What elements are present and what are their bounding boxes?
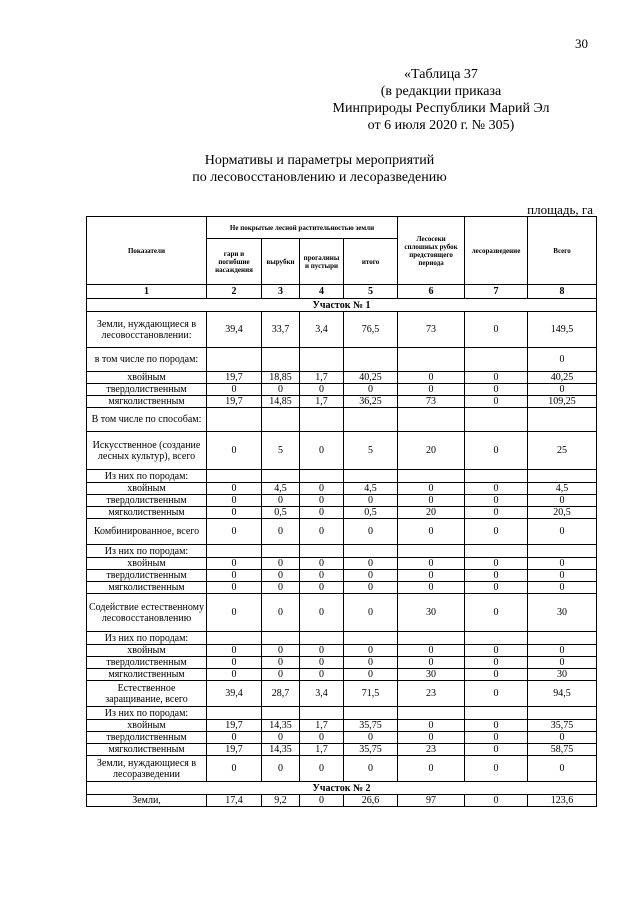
- row-value: 5: [262, 432, 300, 470]
- row-value: 0: [300, 756, 344, 782]
- row-value: 0: [207, 483, 262, 495]
- row-value: [207, 632, 262, 645]
- row-value: 0: [300, 795, 344, 807]
- row-value: 73: [398, 312, 465, 348]
- row-value: 0: [465, 594, 528, 632]
- row-value: 0: [398, 657, 465, 669]
- row-value: 28,7: [262, 681, 300, 707]
- row-value: 1,7: [300, 396, 344, 408]
- row-value: [300, 348, 344, 372]
- row-value: 0: [207, 669, 262, 681]
- row-value: 35,75: [344, 720, 398, 732]
- row-value: 40,25: [344, 372, 398, 384]
- row-value: 4,5: [528, 483, 597, 495]
- row-value: 0: [465, 756, 528, 782]
- row-value: [398, 470, 465, 483]
- row-label: твердолиственным: [87, 657, 207, 669]
- row-value: 25: [528, 432, 597, 470]
- row-value: 0: [528, 756, 597, 782]
- row-label: твердолиственным: [87, 732, 207, 744]
- table-row: [87, 732, 597, 744]
- row-value: [398, 707, 465, 720]
- column-number: 8: [528, 285, 597, 299]
- row-value: [398, 632, 465, 645]
- row-label: мягколиственным: [87, 669, 207, 681]
- row-value: 0: [300, 432, 344, 470]
- row-value: 94,5: [528, 681, 597, 707]
- row-label: хвойным: [87, 483, 207, 495]
- section-title: Участок № 2: [87, 782, 597, 795]
- row-label: хвойным: [87, 720, 207, 732]
- reference-line: от 6 июля 2020 г. № 305): [367, 118, 515, 133]
- row-value: 0: [207, 732, 262, 744]
- row-value: 0: [465, 681, 528, 707]
- row-value: 0: [207, 432, 262, 470]
- row-value: 0: [300, 384, 344, 396]
- row-value: [207, 545, 262, 558]
- row-value: 35,75: [528, 720, 597, 732]
- row-value: 0: [207, 657, 262, 669]
- row-value: 0: [344, 582, 398, 594]
- table-row: [87, 507, 597, 519]
- row-value: 0: [300, 645, 344, 657]
- row-value: 0: [528, 570, 597, 582]
- row-label: Земли, нуждающиеся в лесовосстановлении:: [87, 312, 207, 348]
- row-label: твердолиственным: [87, 570, 207, 582]
- norms-table: [86, 216, 597, 807]
- row-value: 1,7: [300, 720, 344, 732]
- row-value: [465, 348, 528, 372]
- row-value: 18,85: [262, 372, 300, 384]
- row-value: 39,4: [207, 312, 262, 348]
- row-value: 14,35: [262, 744, 300, 756]
- row-value: 0: [528, 645, 597, 657]
- row-value: 71,5: [344, 681, 398, 707]
- row-value: 0: [528, 732, 597, 744]
- row-value: 0: [398, 519, 465, 545]
- row-label: твердолиственным: [87, 384, 207, 396]
- column-number: 5: [344, 285, 398, 299]
- row-label: хвойным: [87, 645, 207, 657]
- table-row: [87, 545, 597, 558]
- row-value: [528, 470, 597, 483]
- row-value: 0: [465, 507, 528, 519]
- row-value: 26,6: [344, 795, 398, 807]
- row-value: 0: [528, 519, 597, 545]
- row-value: [300, 408, 344, 432]
- row-value: 0: [300, 732, 344, 744]
- row-value: 0: [398, 732, 465, 744]
- row-value: 0: [465, 720, 528, 732]
- reference-line: (в редакции приказа: [380, 84, 502, 99]
- row-value: 0: [300, 495, 344, 507]
- row-value: 30: [528, 594, 597, 632]
- row-value: [528, 545, 597, 558]
- row-value: 23: [398, 744, 465, 756]
- row-label: в том числе по породам:: [87, 348, 207, 372]
- table-row: [87, 720, 597, 732]
- row-value: 17,4: [207, 795, 262, 807]
- row-value: 0: [300, 582, 344, 594]
- row-value: 97: [398, 795, 465, 807]
- reference-line: Минприроды Республики Марий Эл: [332, 101, 550, 116]
- row-value: 0: [465, 312, 528, 348]
- row-label: мягколиственным: [87, 507, 207, 519]
- row-value: 14,35: [262, 720, 300, 732]
- row-value: [398, 545, 465, 558]
- row-value: 0: [344, 558, 398, 570]
- row-value: 0: [344, 669, 398, 681]
- row-value: 5: [344, 432, 398, 470]
- row-value: 0: [398, 384, 465, 396]
- row-value: [528, 408, 597, 432]
- row-value: 0: [262, 384, 300, 396]
- row-value: 0: [207, 570, 262, 582]
- row-value: 1,7: [300, 744, 344, 756]
- row-label: Естественное заращивание, всего: [87, 681, 207, 707]
- row-value: 0: [465, 570, 528, 582]
- row-value: [465, 545, 528, 558]
- row-value: 0: [465, 582, 528, 594]
- row-value: 0: [300, 594, 344, 632]
- row-value: 0: [207, 384, 262, 396]
- row-value: [207, 408, 262, 432]
- row-value: [262, 408, 300, 432]
- row-value: 0: [262, 570, 300, 582]
- row-label: В том числе по способам:: [87, 408, 207, 432]
- table-row: [87, 483, 597, 495]
- row-label: мягколиственным: [87, 744, 207, 756]
- row-value: 0: [398, 558, 465, 570]
- row-value: 76,5: [344, 312, 398, 348]
- table-row: [87, 432, 597, 470]
- row-value: 109,25: [528, 396, 597, 408]
- header-glades: прогалины и пустыри: [300, 239, 344, 285]
- column-number: 2: [207, 285, 262, 299]
- row-value: [207, 470, 262, 483]
- table-reference: [291, 66, 591, 134]
- row-value: 30: [528, 669, 597, 681]
- section-title: Участок № 1: [87, 299, 597, 312]
- row-value: 0: [398, 483, 465, 495]
- row-value: 0: [262, 732, 300, 744]
- row-value: 58,75: [528, 744, 597, 756]
- row-value: 0: [300, 657, 344, 669]
- row-value: 0: [344, 495, 398, 507]
- row-label: мягколиственным: [87, 396, 207, 408]
- row-value: 36,25: [344, 396, 398, 408]
- table-row: [87, 795, 597, 807]
- row-value: 0: [262, 645, 300, 657]
- table-row: [87, 707, 597, 720]
- row-value: 0: [398, 756, 465, 782]
- table-row: [87, 348, 597, 372]
- row-value: 4,5: [344, 483, 398, 495]
- row-value: [398, 348, 465, 372]
- document-title: [0, 152, 639, 186]
- row-value: [300, 707, 344, 720]
- row-value: 1,7: [300, 372, 344, 384]
- row-value: 0,5: [344, 507, 398, 519]
- row-value: 0: [262, 558, 300, 570]
- table-row: [87, 744, 597, 756]
- row-value: 123,6: [528, 795, 597, 807]
- row-value: 0: [262, 582, 300, 594]
- header-afforestation: лесоразведение: [465, 217, 528, 285]
- row-value: 0: [528, 495, 597, 507]
- table-row: [87, 408, 597, 432]
- header-burned: гари и погибшие насаждения: [207, 239, 262, 285]
- row-value: [262, 348, 300, 372]
- table-body: [87, 299, 597, 807]
- table-row: [87, 594, 597, 632]
- table-row: [87, 519, 597, 545]
- row-value: 0: [465, 372, 528, 384]
- row-value: 0: [344, 756, 398, 782]
- row-value: 0: [465, 645, 528, 657]
- row-value: 0: [262, 657, 300, 669]
- row-value: 0: [207, 582, 262, 594]
- row-value: 0: [528, 657, 597, 669]
- row-value: 20,5: [528, 507, 597, 519]
- row-label: Земли,: [87, 795, 207, 807]
- table-row: [87, 756, 597, 782]
- row-value: [262, 632, 300, 645]
- row-value: 30: [398, 594, 465, 632]
- header-total: Всего: [528, 217, 597, 285]
- row-value: 0: [398, 720, 465, 732]
- row-value: [465, 408, 528, 432]
- row-label: Земли, нуждающиеся в лесоразведении: [87, 756, 207, 782]
- column-number: 4: [300, 285, 344, 299]
- row-value: 0: [398, 582, 465, 594]
- row-value: 0: [262, 756, 300, 782]
- row-value: 0: [300, 570, 344, 582]
- row-value: 0: [465, 396, 528, 408]
- section-row: [87, 299, 597, 312]
- row-label: твердолиственным: [87, 495, 207, 507]
- row-label: хвойным: [87, 558, 207, 570]
- row-value: 0: [465, 744, 528, 756]
- header-subtotal: итого: [344, 239, 398, 285]
- row-value: [344, 470, 398, 483]
- row-value: 0: [300, 483, 344, 495]
- row-label: Искусственное (создание лесных культур), всего: [87, 432, 207, 470]
- row-value: 0: [465, 519, 528, 545]
- row-value: 73: [398, 396, 465, 408]
- row-value: 9,2: [262, 795, 300, 807]
- column-number: 3: [262, 285, 300, 299]
- table-row: [87, 470, 597, 483]
- row-label: Содействие естественному лесовосстановлению: [87, 594, 207, 632]
- row-value: [465, 470, 528, 483]
- row-value: 0: [344, 657, 398, 669]
- table-row: [87, 657, 597, 669]
- row-value: 0: [344, 732, 398, 744]
- row-value: [300, 632, 344, 645]
- row-value: 0: [398, 570, 465, 582]
- row-value: 23: [398, 681, 465, 707]
- row-value: 0: [465, 669, 528, 681]
- table-row: [87, 396, 597, 408]
- column-number: 6: [398, 285, 465, 299]
- row-label: Из них по породам:: [87, 545, 207, 558]
- row-value: 3,4: [300, 312, 344, 348]
- row-value: 0: [465, 558, 528, 570]
- row-value: [262, 470, 300, 483]
- row-value: 0: [207, 645, 262, 657]
- row-value: 3,4: [300, 681, 344, 707]
- row-value: [528, 632, 597, 645]
- row-value: [398, 408, 465, 432]
- row-value: 0: [465, 732, 528, 744]
- row-value: 0: [207, 594, 262, 632]
- row-value: 0: [262, 519, 300, 545]
- header-indicator: Показатели: [87, 217, 207, 285]
- row-value: 19,7: [207, 372, 262, 384]
- row-value: 0: [207, 558, 262, 570]
- row-value: 0: [398, 645, 465, 657]
- row-value: 0: [207, 756, 262, 782]
- unit-label: площадь, га: [527, 202, 593, 217]
- row-value: 30: [398, 669, 465, 681]
- table-row: [87, 645, 597, 657]
- row-value: 0,5: [262, 507, 300, 519]
- table-row: [87, 570, 597, 582]
- row-value: 0: [465, 795, 528, 807]
- table-row: [87, 372, 597, 384]
- row-label: Из них по породам:: [87, 707, 207, 720]
- row-value: [344, 348, 398, 372]
- row-value: [344, 707, 398, 720]
- row-value: 0: [300, 669, 344, 681]
- row-value: 0: [344, 519, 398, 545]
- row-value: 0: [528, 558, 597, 570]
- row-value: 20: [398, 507, 465, 519]
- row-label: Из них по породам:: [87, 470, 207, 483]
- row-value: 0: [528, 348, 597, 372]
- row-value: 0: [344, 570, 398, 582]
- row-value: [344, 408, 398, 432]
- row-value: [344, 632, 398, 645]
- row-value: [207, 707, 262, 720]
- reference-line: «Таблица 37: [404, 67, 478, 82]
- row-value: 0: [344, 594, 398, 632]
- row-value: 0: [262, 594, 300, 632]
- row-value: 0: [300, 519, 344, 545]
- row-value: 19,7: [207, 396, 262, 408]
- row-label: хвойным: [87, 372, 207, 384]
- row-value: 14,85: [262, 396, 300, 408]
- page-number: 30: [575, 36, 588, 51]
- row-value: 0: [528, 582, 597, 594]
- row-value: 0: [528, 384, 597, 396]
- table-row: [87, 312, 597, 348]
- column-number: 1: [87, 285, 207, 299]
- row-value: [528, 707, 597, 720]
- header-group-unforested: Не покрытые лесной растительностью земли: [207, 217, 398, 239]
- header-clearcuts: Лесосеки сплошных рубок предстоящего периода: [398, 217, 465, 285]
- row-label: Комбинированное, всего: [87, 519, 207, 545]
- row-value: 0: [465, 432, 528, 470]
- row-value: 0: [465, 495, 528, 507]
- row-value: 0: [300, 558, 344, 570]
- row-value: 33,7: [262, 312, 300, 348]
- section-row: [87, 782, 597, 795]
- title-line: по лесовосстановлению и лесоразведению: [192, 170, 447, 185]
- row-value: 0: [207, 495, 262, 507]
- row-value: 39,4: [207, 681, 262, 707]
- row-label: Из них по породам:: [87, 632, 207, 645]
- row-label: мягколиственным: [87, 582, 207, 594]
- row-value: 149,5: [528, 312, 597, 348]
- table-row: [87, 632, 597, 645]
- row-value: 0: [344, 384, 398, 396]
- row-value: [262, 545, 300, 558]
- title-line: Нормативы и параметры мероприятий: [204, 153, 435, 168]
- row-value: [300, 470, 344, 483]
- column-number: 7: [465, 285, 528, 299]
- row-value: 0: [262, 669, 300, 681]
- row-value: 0: [465, 483, 528, 495]
- row-value: 19,7: [207, 720, 262, 732]
- row-value: [207, 348, 262, 372]
- table-row: [87, 558, 597, 570]
- table-row: [87, 582, 597, 594]
- row-value: 0: [300, 507, 344, 519]
- row-value: 0: [465, 657, 528, 669]
- row-value: 0: [398, 372, 465, 384]
- header-cutovers: вырубки: [262, 239, 300, 285]
- row-value: 35,75: [344, 744, 398, 756]
- row-value: [300, 545, 344, 558]
- row-value: 40,25: [528, 372, 597, 384]
- row-value: 20: [398, 432, 465, 470]
- row-value: 0: [207, 507, 262, 519]
- row-value: 4,5: [262, 483, 300, 495]
- row-value: 0: [344, 645, 398, 657]
- row-value: [465, 632, 528, 645]
- row-value: 0: [465, 384, 528, 396]
- row-value: 0: [398, 495, 465, 507]
- row-value: 19,7: [207, 744, 262, 756]
- row-value: 0: [207, 519, 262, 545]
- row-value: [465, 707, 528, 720]
- table-row: [87, 669, 597, 681]
- table-row: [87, 495, 597, 507]
- row-value: 0: [262, 495, 300, 507]
- row-value: [344, 545, 398, 558]
- row-value: [262, 707, 300, 720]
- table-row: [87, 681, 597, 707]
- table-row: [87, 384, 597, 396]
